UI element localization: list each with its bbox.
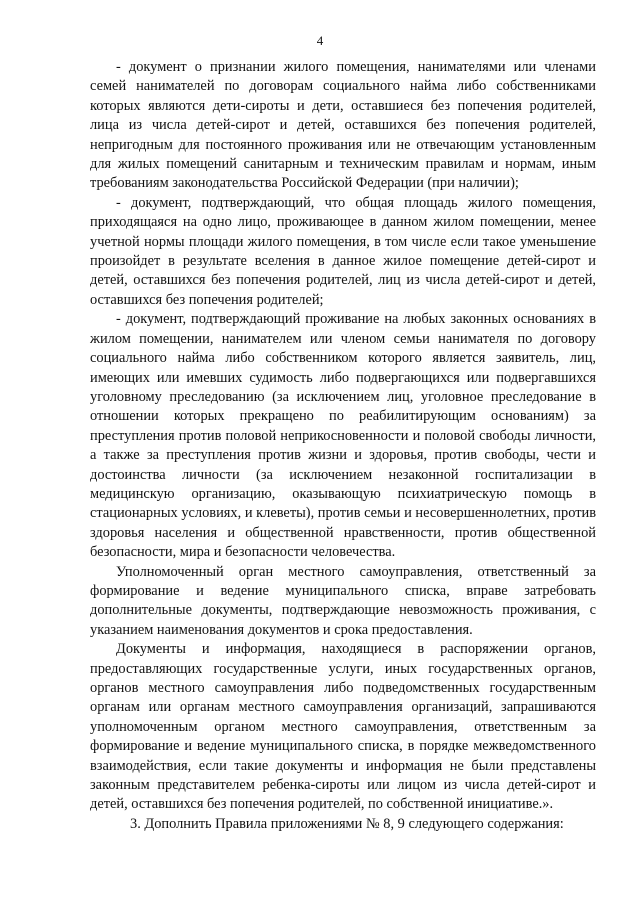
document-body: [90, 58, 596, 834]
paragraph-document-convicted-persons: - документ, подтверждающий проживание на любых законных основаниях в жилом помещении, нанимателем или членом семьи нанимателя по договору социального найма либо собственником которого является заявитель, лиц, имеющих или имевших судимость либо подвергающихся или подвергавшихся уголовному преследованию (за исключением лиц, уголовное преследование в отношении которых прекращено по реабилитирующим основаниям) за преступления против половой неприкосновенности и половой свободы личности, а также за преступления против жизни и здоровья, против свободы, чести и достоинства личности (за исключением незаконной госпитализации в медицинскую организацию, оказывающую психиатрическую помощь в стационарных условиях, и клеветы), против семьи и несовершеннолетних, против здоровья населения и общественной нравственности, против общественной безопасности, мира и безопасности человечества.: [90, 311, 596, 561]
paragraph-interagency-requests: Документы и информация, находящиеся в распоряжении органов, предоставляющих государственные услуги, иных государственных органов, органов местного самоуправления либо подведомственных государственным органам или органам местного самоуправления организаций, запрашиваются уполномоченным органом местного самоуправления, ответственным за формирование и ведение муниципального списка, в порядке межведомственного взаимодействия, если такие документы и информация не были представлены законным представителем ребенка-сироты или лицом из числа детей-сирот и детей, оставшихся без попечения родителей, по собственной инициативе.».: [90, 641, 596, 813]
paragraph-add-appendices: 3. Дополнить Правила приложениями № 8, 9 следующего содержания:: [130, 815, 564, 832]
page-number: 4: [316, 33, 324, 48]
paragraph-additional-documents: Уполномоченный орган местного самоуправления, ответственный за формирование и ведение муниципального списка, вправе затребовать дополнительные документы, подтверждающие невозможность проживания, с указанием наименования документов и срока предоставления.: [90, 563, 596, 638]
paragraph-document-area-norm: - документ, подтверждающий, что общая площадь жилого помещения, приходящаяся на одно лицо, проживающее в данном жилом помещении, менее учетной нормы площади жилого помещения, в том числе если такое уменьшение произойдет в результате вселения в данное жилое помещение детей-сирот и детей, оставшихся без попечения родителей, лиц из числа детей-сирот и детей, оставшихся без попечения родителей;: [90, 194, 596, 308]
paragraph-document-unfit-housing: - документ о признании жилого помещения, нанимателями или членами семей нанимателей по договорам социального найма либо собственниками которых являются дети-сироты и дети, оставшиеся без попечения родителей, лица из числа детей-сирот и детей, оставшихся без попечения родителей, непригодным для постоянного проживания или не отвечающим установленным для жилых помещений санитарным и техническим правилам и нормам, иным требованиям законодательства Российской Федерации (при наличии);: [90, 59, 596, 192]
